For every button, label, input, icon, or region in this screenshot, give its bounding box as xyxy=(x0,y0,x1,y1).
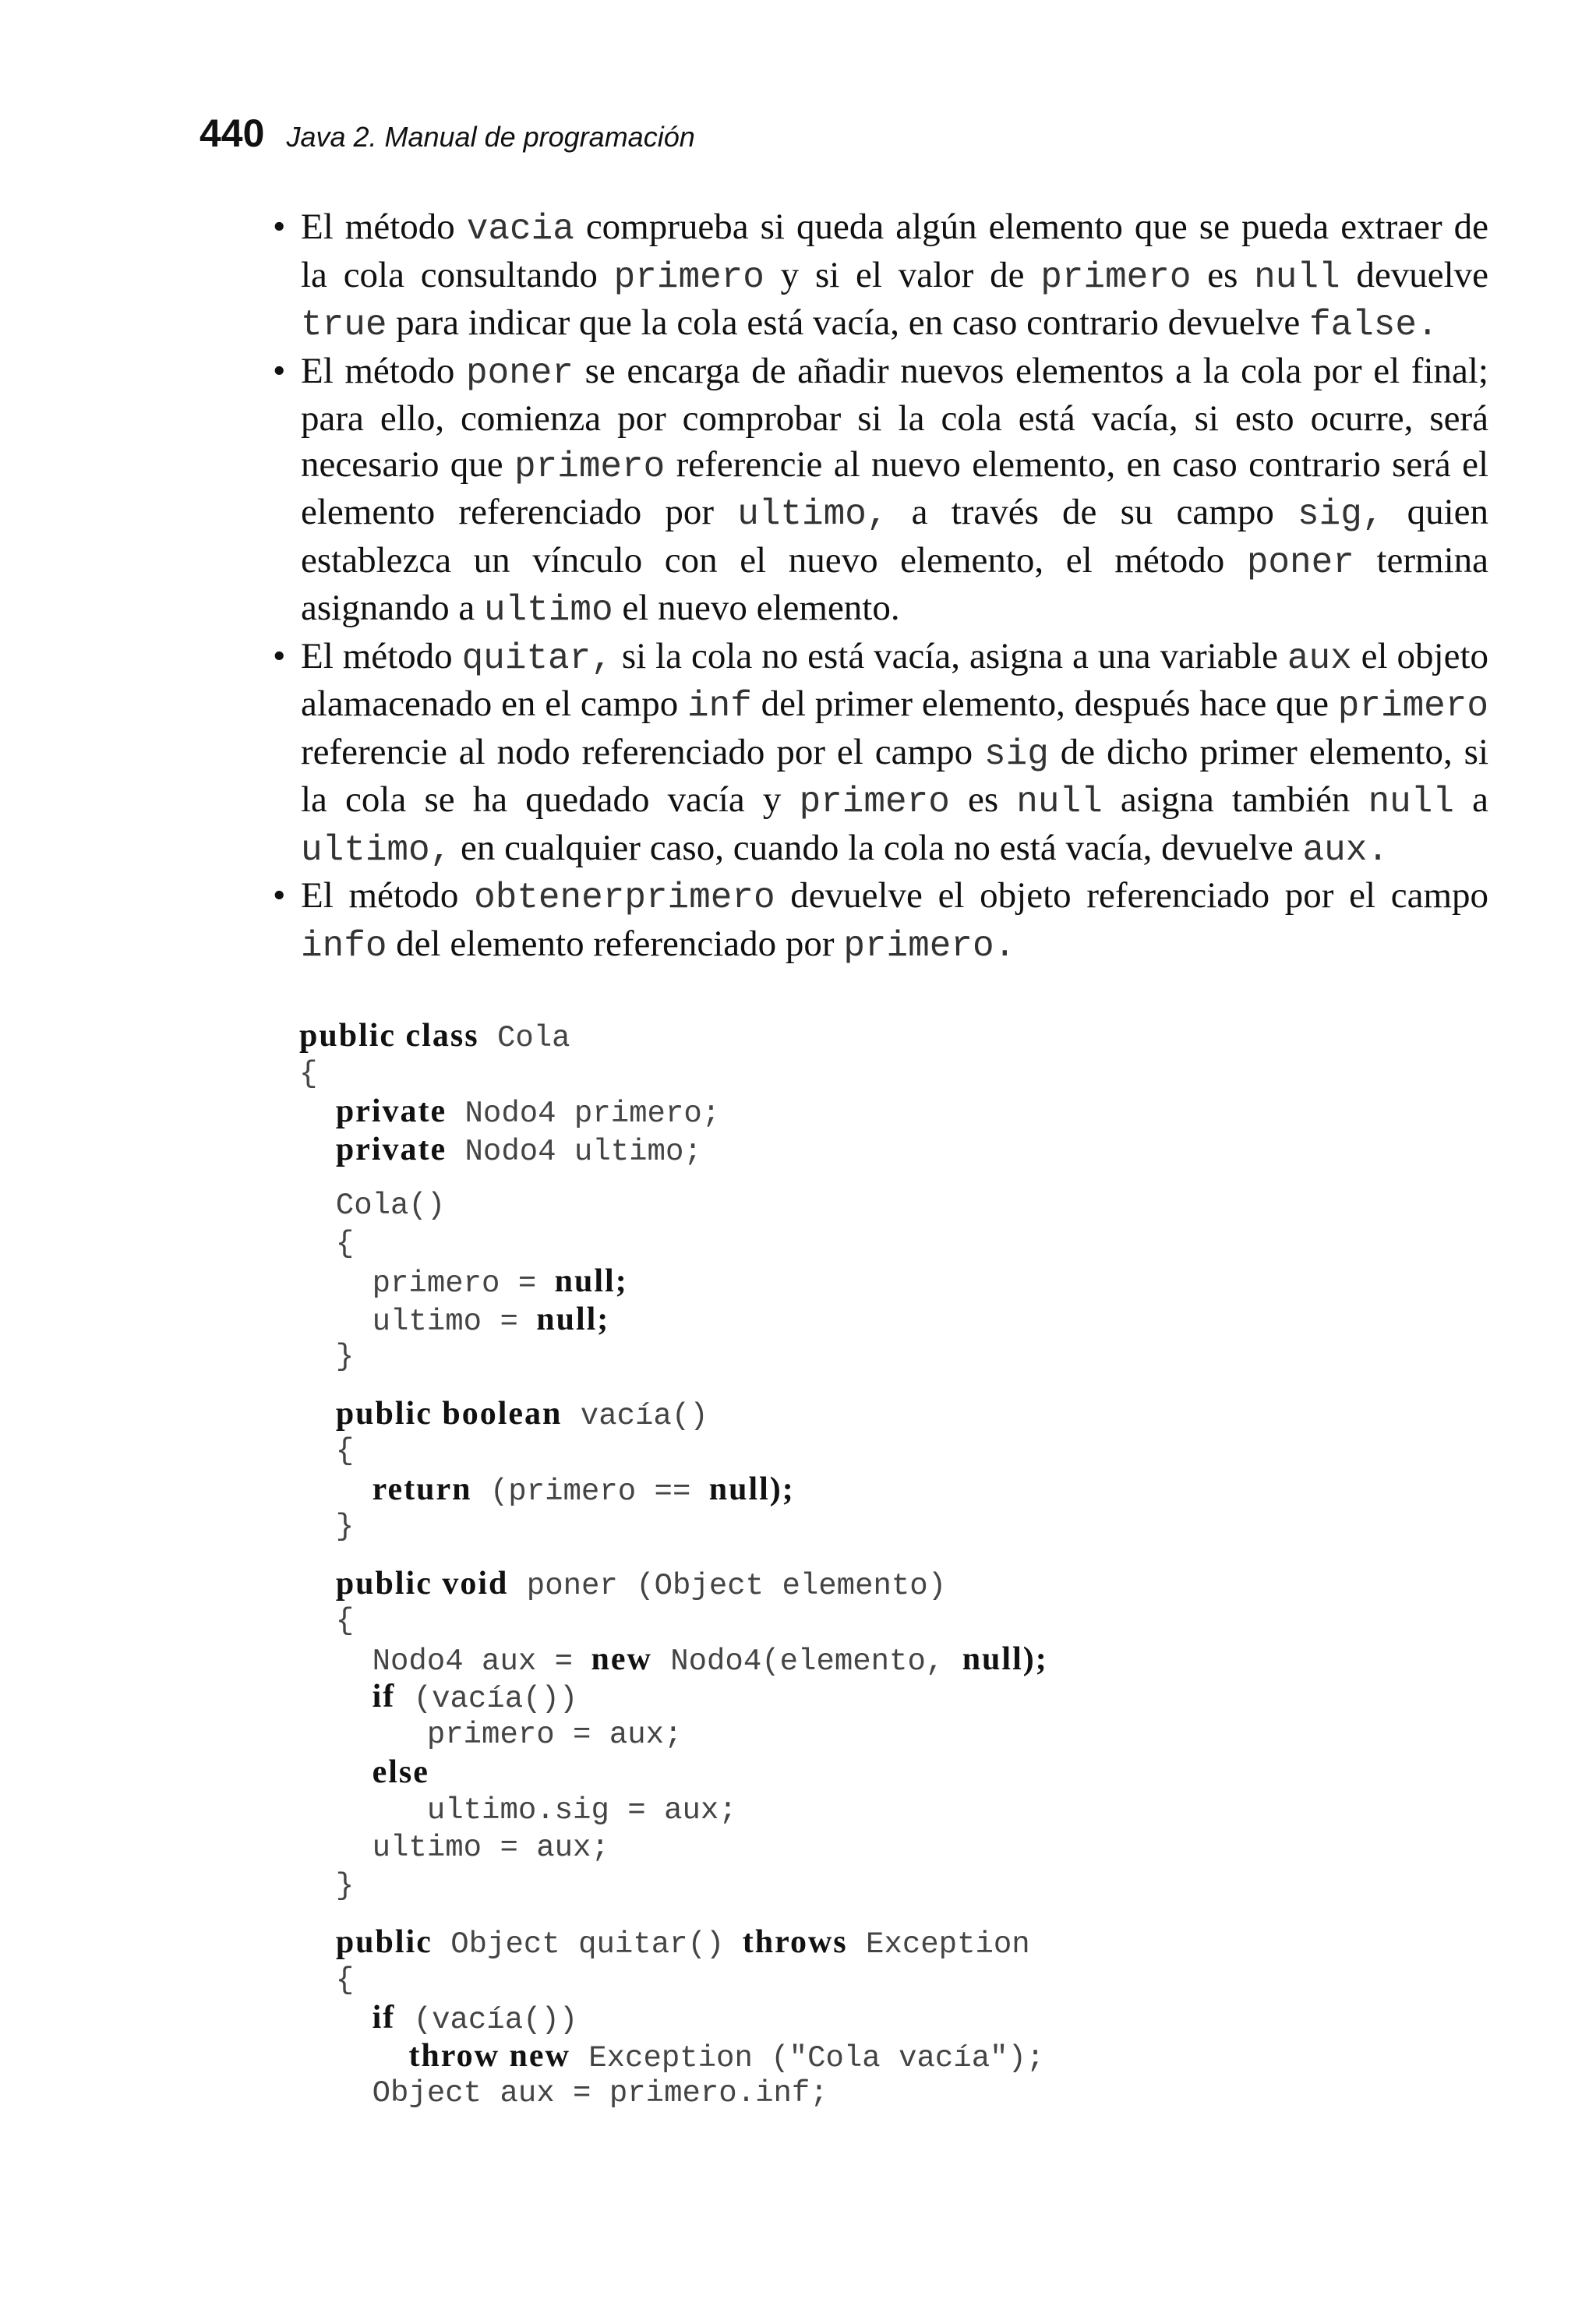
inline-code: sig, xyxy=(1298,494,1384,535)
text-run: termina asignando a xyxy=(301,539,1488,628)
code-keyword: null; xyxy=(554,1263,628,1299)
code-line xyxy=(299,1829,1048,1867)
inline-code: primero xyxy=(799,782,950,822)
code-text xyxy=(299,1097,336,1131)
text-run: el nuevo elemento. xyxy=(613,588,900,628)
text-run: devuelve el objeto referenciado por el campo xyxy=(775,875,1489,916)
text-run: de dicho primer elemento, si la cola se ha quedado vacía y xyxy=(301,731,1489,820)
bullet-item xyxy=(273,204,1488,348)
code-keyword: null); xyxy=(708,1471,795,1507)
code-spacer xyxy=(299,1168,1048,1187)
code-line xyxy=(299,1187,1048,1225)
bullet-item xyxy=(273,348,1488,634)
code-text: Nodo4 primero; xyxy=(447,1097,721,1131)
code-text xyxy=(299,1135,336,1169)
text-run: el objeto alamacenado en el campo xyxy=(301,635,1488,724)
page-number: 440 xyxy=(200,111,265,155)
code-line xyxy=(299,1508,1048,1546)
code-text: (primero == xyxy=(471,1474,709,1509)
text-run: El método xyxy=(301,207,467,247)
inline-code: primero xyxy=(1337,686,1488,726)
bullet-item xyxy=(273,873,1488,969)
code-line xyxy=(299,1225,1048,1263)
code-keyword: private xyxy=(335,1131,447,1167)
inline-code: primero. xyxy=(843,925,1016,966)
text-run: se encarga de añadir nuevos elementos a la cola por el final; para ello, comienza por comprobar si la cola está vacía, si esto ocurre, será necesario que xyxy=(301,350,1488,485)
text-run: para indicar que la cola está vacía, en caso contrario devuelve xyxy=(387,302,1309,343)
code-text: (vacía()) xyxy=(395,2003,578,2037)
text-run: en cualquier caso, cuando la cola no está vacía, devuelve xyxy=(451,827,1303,868)
code-text: { xyxy=(299,1056,318,1091)
code-line xyxy=(299,1301,1048,1339)
code-keyword: new xyxy=(591,1641,652,1677)
text-run: a través de su campo xyxy=(888,492,1298,532)
inline-code: true xyxy=(301,305,387,345)
code-text xyxy=(299,1757,373,1792)
code-text xyxy=(299,1399,336,1433)
inline-code: primero xyxy=(613,256,764,298)
text-run: y si el valor de xyxy=(764,254,1041,295)
code-text: } xyxy=(299,1510,355,1544)
code-line xyxy=(299,1962,1048,2000)
inline-code: null xyxy=(1368,782,1454,822)
code-text: (vacía()) xyxy=(395,1682,578,1716)
code-line xyxy=(299,1867,1048,1905)
code-keyword: if xyxy=(372,2000,396,2036)
inline-code: poner xyxy=(1246,542,1354,583)
inline-code: null xyxy=(1016,782,1103,822)
code-spacer xyxy=(299,1376,1048,1395)
code-text: poner (Object elemento) xyxy=(508,1568,947,1603)
code-text xyxy=(299,1569,336,1603)
code-keyword: else xyxy=(372,1754,429,1790)
code-line xyxy=(299,1716,1048,1754)
text-run: es xyxy=(949,779,1017,820)
code-text xyxy=(299,1682,373,1716)
running-title: Java 2. Manual de programación xyxy=(286,121,695,153)
code-spacer xyxy=(299,1546,1048,1565)
code-text: Nodo4 aux = xyxy=(299,1644,591,1679)
code-text: primero = xyxy=(299,1266,555,1301)
code-keyword: private xyxy=(335,1093,447,1129)
code-line xyxy=(299,1131,1048,1169)
code-text: Nodo4 ultimo; xyxy=(447,1134,702,1169)
inline-code: primero xyxy=(514,446,666,487)
code-line xyxy=(299,1471,1048,1509)
inline-code: null xyxy=(1254,256,1340,298)
code-line xyxy=(299,2075,1048,2113)
code-line xyxy=(299,1432,1048,1471)
text-run: del elemento referenciado por xyxy=(387,923,844,964)
inline-code: primero xyxy=(1040,256,1192,298)
text-run: si la cola no está vacía, asigna a una variable xyxy=(612,635,1287,676)
code-line xyxy=(299,1565,1048,1603)
code-text: } xyxy=(299,1868,355,1903)
code-line xyxy=(299,1055,1048,1093)
inline-code: ultimo, xyxy=(737,494,888,535)
code-text: { xyxy=(299,1604,355,1638)
inline-code: ultimo, xyxy=(301,829,452,871)
code-text xyxy=(299,2003,373,2037)
code-line xyxy=(299,1754,1048,1792)
code-line xyxy=(299,2037,1048,2075)
text-run: devuelve xyxy=(1340,254,1489,295)
code-line xyxy=(299,1602,1048,1641)
text-run: a xyxy=(1454,779,1489,820)
inline-code: aux xyxy=(1287,638,1352,679)
text-run: referencie al nodo referenciado por el campo xyxy=(301,731,985,772)
text-run: del primer elemento, después hace que xyxy=(751,683,1338,724)
text-run: es xyxy=(1191,254,1255,295)
text-run: comprueba si queda algún elemento que se pueda extraer de la cola consultando xyxy=(301,207,1489,295)
code-line xyxy=(299,1678,1048,1716)
code-line xyxy=(299,1093,1048,1131)
text-run: asigna también xyxy=(1102,779,1368,820)
inline-code: ultimo xyxy=(483,590,613,630)
code-keyword: return xyxy=(372,1471,472,1507)
inline-code: inf xyxy=(687,686,752,726)
code-keyword: throw new xyxy=(408,2037,570,2074)
bullet-list xyxy=(273,204,1488,969)
code-text xyxy=(299,1475,373,1509)
code-line xyxy=(299,1395,1048,1433)
code-line xyxy=(299,1999,1048,2037)
text-run: El método xyxy=(301,350,466,391)
text-run: referencie al nuevo elemento, en caso contrario será el elemento referenciado por xyxy=(301,443,1489,532)
code-text: { xyxy=(299,1962,355,1997)
code-text: Exception ("Cola vacía"); xyxy=(570,2040,1045,2075)
code-text: Exception xyxy=(847,1927,1030,1962)
code-text: Cola xyxy=(478,1021,570,1055)
text-run: El método xyxy=(301,635,462,676)
code-text: ultimo.sig = aux; xyxy=(299,1792,737,1828)
code-text: Nodo4(elemento, xyxy=(651,1644,962,1679)
code-keyword: null; xyxy=(536,1301,610,1337)
code-text: Cola() xyxy=(299,1188,446,1223)
bullet-item xyxy=(273,634,1488,874)
code-keyword: public boolean xyxy=(335,1395,563,1432)
code-keyword: public xyxy=(335,1924,433,1960)
code-listing xyxy=(299,1017,1048,2113)
code-spacer xyxy=(299,1905,1048,1923)
code-text: primero = aux; xyxy=(299,1717,683,1752)
code-line xyxy=(299,1017,1048,1055)
code-text: Object quitar() xyxy=(432,1927,743,1962)
code-keyword: throws xyxy=(742,1924,848,1960)
inline-code: poner xyxy=(465,352,574,394)
code-text xyxy=(299,1927,336,1962)
inline-code: info xyxy=(301,925,387,966)
inline-code: sig xyxy=(984,733,1049,775)
code-text: ultimo = aux; xyxy=(299,1831,609,1865)
inline-code: false. xyxy=(1308,305,1439,345)
code-keyword: null); xyxy=(962,1641,1048,1677)
code-line xyxy=(299,1923,1048,1962)
text-run: El método xyxy=(301,875,475,916)
page-header xyxy=(200,111,695,156)
code-text: } xyxy=(299,1340,355,1374)
code-text: { xyxy=(299,1434,355,1468)
inline-code: quitar, xyxy=(461,638,613,679)
inline-code: obtenerprimero xyxy=(474,878,775,918)
text-run: quien establezca un vínculo con el nuevo elemento, el método xyxy=(301,492,1489,581)
code-keyword: if xyxy=(372,1679,396,1715)
code-text xyxy=(299,2041,408,2075)
code-text: ultimo = xyxy=(299,1304,537,1339)
code-line xyxy=(299,1641,1048,1679)
code-text: Object aux = primero.inf; xyxy=(299,2076,828,2110)
code-keyword: public class xyxy=(299,1018,479,1054)
code-line xyxy=(299,1338,1048,1376)
code-text: { xyxy=(299,1226,355,1261)
code-line xyxy=(299,1263,1048,1301)
inline-code: vacia xyxy=(466,209,574,249)
code-text: vacía() xyxy=(562,1398,708,1433)
code-keyword: public void xyxy=(335,1565,509,1602)
code-line xyxy=(299,1792,1048,1830)
inline-code: aux. xyxy=(1302,829,1389,871)
